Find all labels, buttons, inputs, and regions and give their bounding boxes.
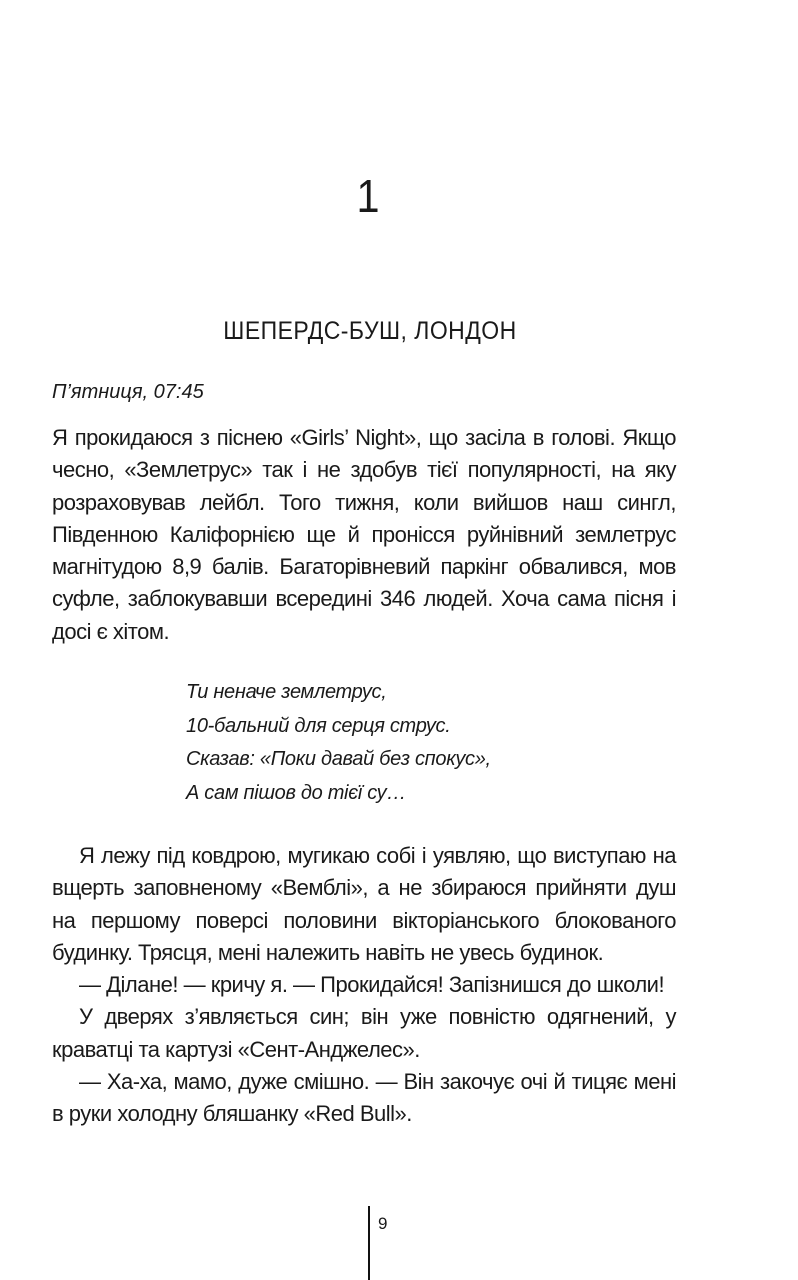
paragraph: — Ділане! — кричу я. — Прокидайся! Запізнишся до школи! <box>79 972 665 998</box>
paragraph: Я лежу під ковдрою, мугикаю собі і уявляю, що виступаю на вщерть заповненому «Вемблі», а не збираюся прийняти душ на першому поверсі половини вікторіанського блокованого будинку. Трясця, мені належить навіть не увесь будинок. <box>52 843 676 965</box>
page-number: 9 <box>378 1214 388 1233</box>
body-paragraphs <box>52 840 676 1131</box>
chapter-timestamp: П’ятниця, 07:45 <box>52 381 204 403</box>
paragraph: У дверях з’являється син; він уже повністю одягнений, у краватці та картузі «Сент-Анджелес». <box>52 1004 676 1062</box>
chapter-location: ШЕПЕРДС-БУШ, ЛОНДОН <box>223 317 517 345</box>
opening-paragraph <box>52 422 676 648</box>
paragraph: — Ха-ха, мамо, дуже смішно. — Він закочує очі й тицяє мені в руки холодну бляшанку «Red Bull». <box>52 1069 676 1127</box>
song-lyrics <box>186 676 491 810</box>
lyric-line: Ти неначе землетрус, <box>186 681 387 703</box>
page-number-rule <box>368 1206 370 1280</box>
chapter-number: 1 <box>356 170 380 222</box>
lyric-line: Сказав: «Поки давай без спокус», <box>186 748 491 770</box>
paragraph: Я прокидаюся з піснею «Girls’ Night», що засіла в голові. Якщо чесно, «Землетрус» так і не здобув тієї популярності, на яку розраховував лейбл. Того тижня, коли вийшов наш сингл, Південною Каліфорнією ще й пронісся руйнівний землетрус магнітудою 8,9 балів. Багаторівневий паркінг обвалився, мов суфле, заблокувавши всередині 346 людей. Хоча сама пісня і досі є хітом. <box>52 425 676 644</box>
lyric-line: А сам пішов до тієї су… <box>186 781 407 804</box>
lyric-line: 10-бальний для серця струс. <box>186 714 451 737</box>
